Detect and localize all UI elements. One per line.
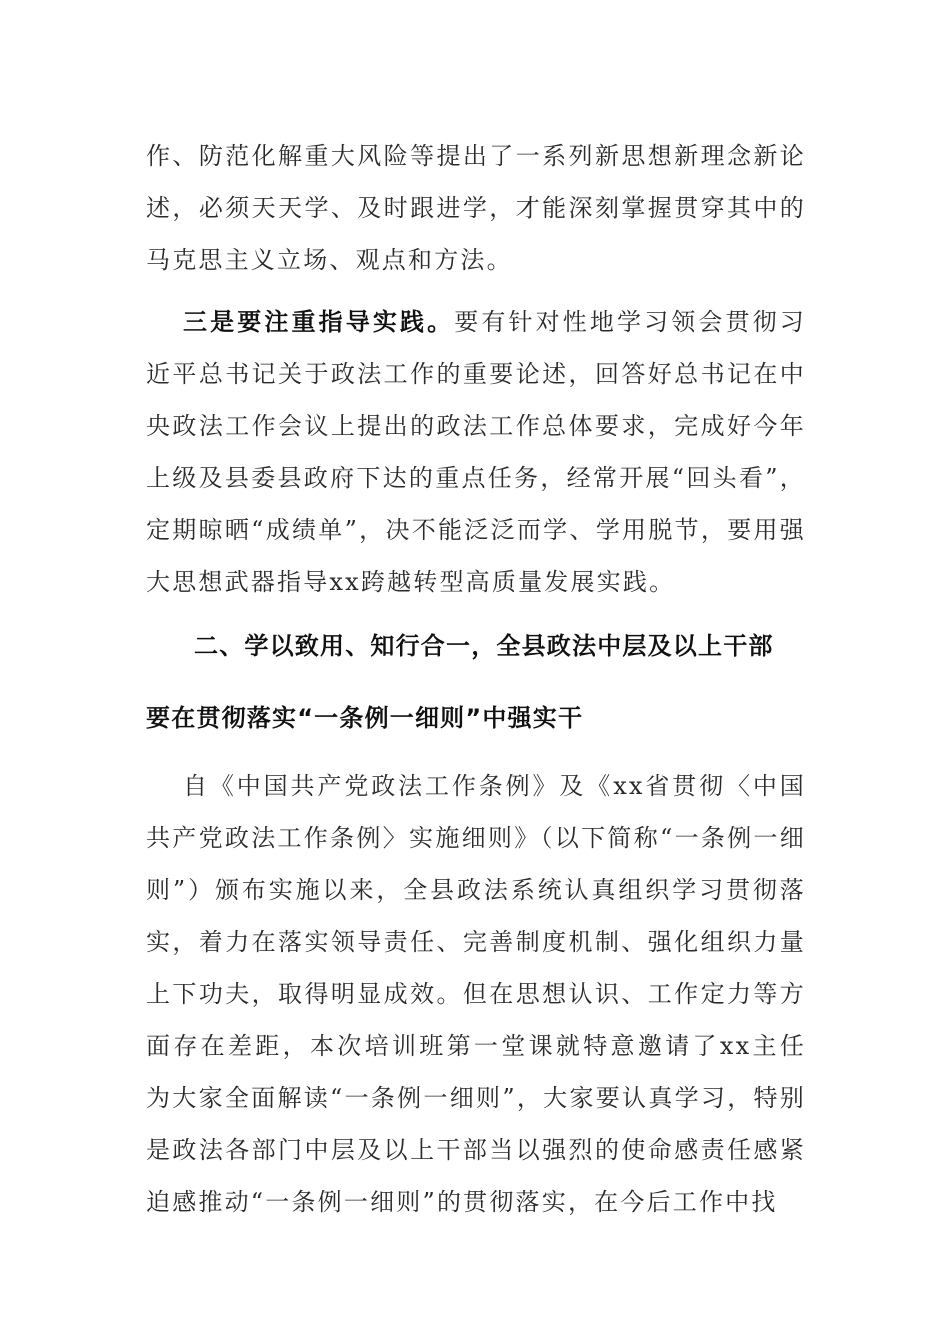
paragraph-body: 要有针对性地学习领会贯彻习近平总书记关于政法工作的重要论述，回答好总书记在中央政法工作会议上提出的政法工作总体要求，完成好今年上级及县委县政府下达的重点任务，经常开展“回头看”，定期晾晒“成绩单”，决不能泛泛而学、学用脱节，要用强大思想武器指导xx跨越转型高质量发展实践。: [146, 308, 807, 596]
paragraph-continued: 作、防范化解重大风险等提出了一系列新思想新理念新论述，必须天天学、及时跟进学，才能深刻掌握贯穿其中的马克思主义立场、观点和方法。: [146, 142, 806, 274]
paragraph-lead-bold: 三是要注重指导实践。: [183, 307, 455, 336]
section-heading-line-1: 二、学以致用、知行合一，全县政法中层及以上干部: [194, 632, 774, 660]
document-page: [146, 130, 806, 1228]
paragraph-guidance-practice: [146, 296, 806, 608]
section-heading-line-2: 要在贯彻落实“一条例一细则”中强实干: [146, 704, 584, 732]
paragraph-regulations: 自《中国共产党政法工作条例》及《xx省贯彻〈中国共产党政法工作条例〉实施细则》（以下简称“一条例一细则”）颁布实施以来，全县政法系统认真组织学习贯彻落实，着力在落实领导责任、完善制度机制、强化组织力量上下功夫，取得明显成效。但在思想认识、工作定力等方面存在差距，本次培训班第一堂课就特意邀请了xx主任为大家全面解读“一条例一细则”，大家要认真学习，特别是政法各部门中层及以上干部当以强烈的使命感责任感紧迫感推动“一条例一细则”的贯彻落实，在今后工作中找: [146, 772, 806, 1216]
